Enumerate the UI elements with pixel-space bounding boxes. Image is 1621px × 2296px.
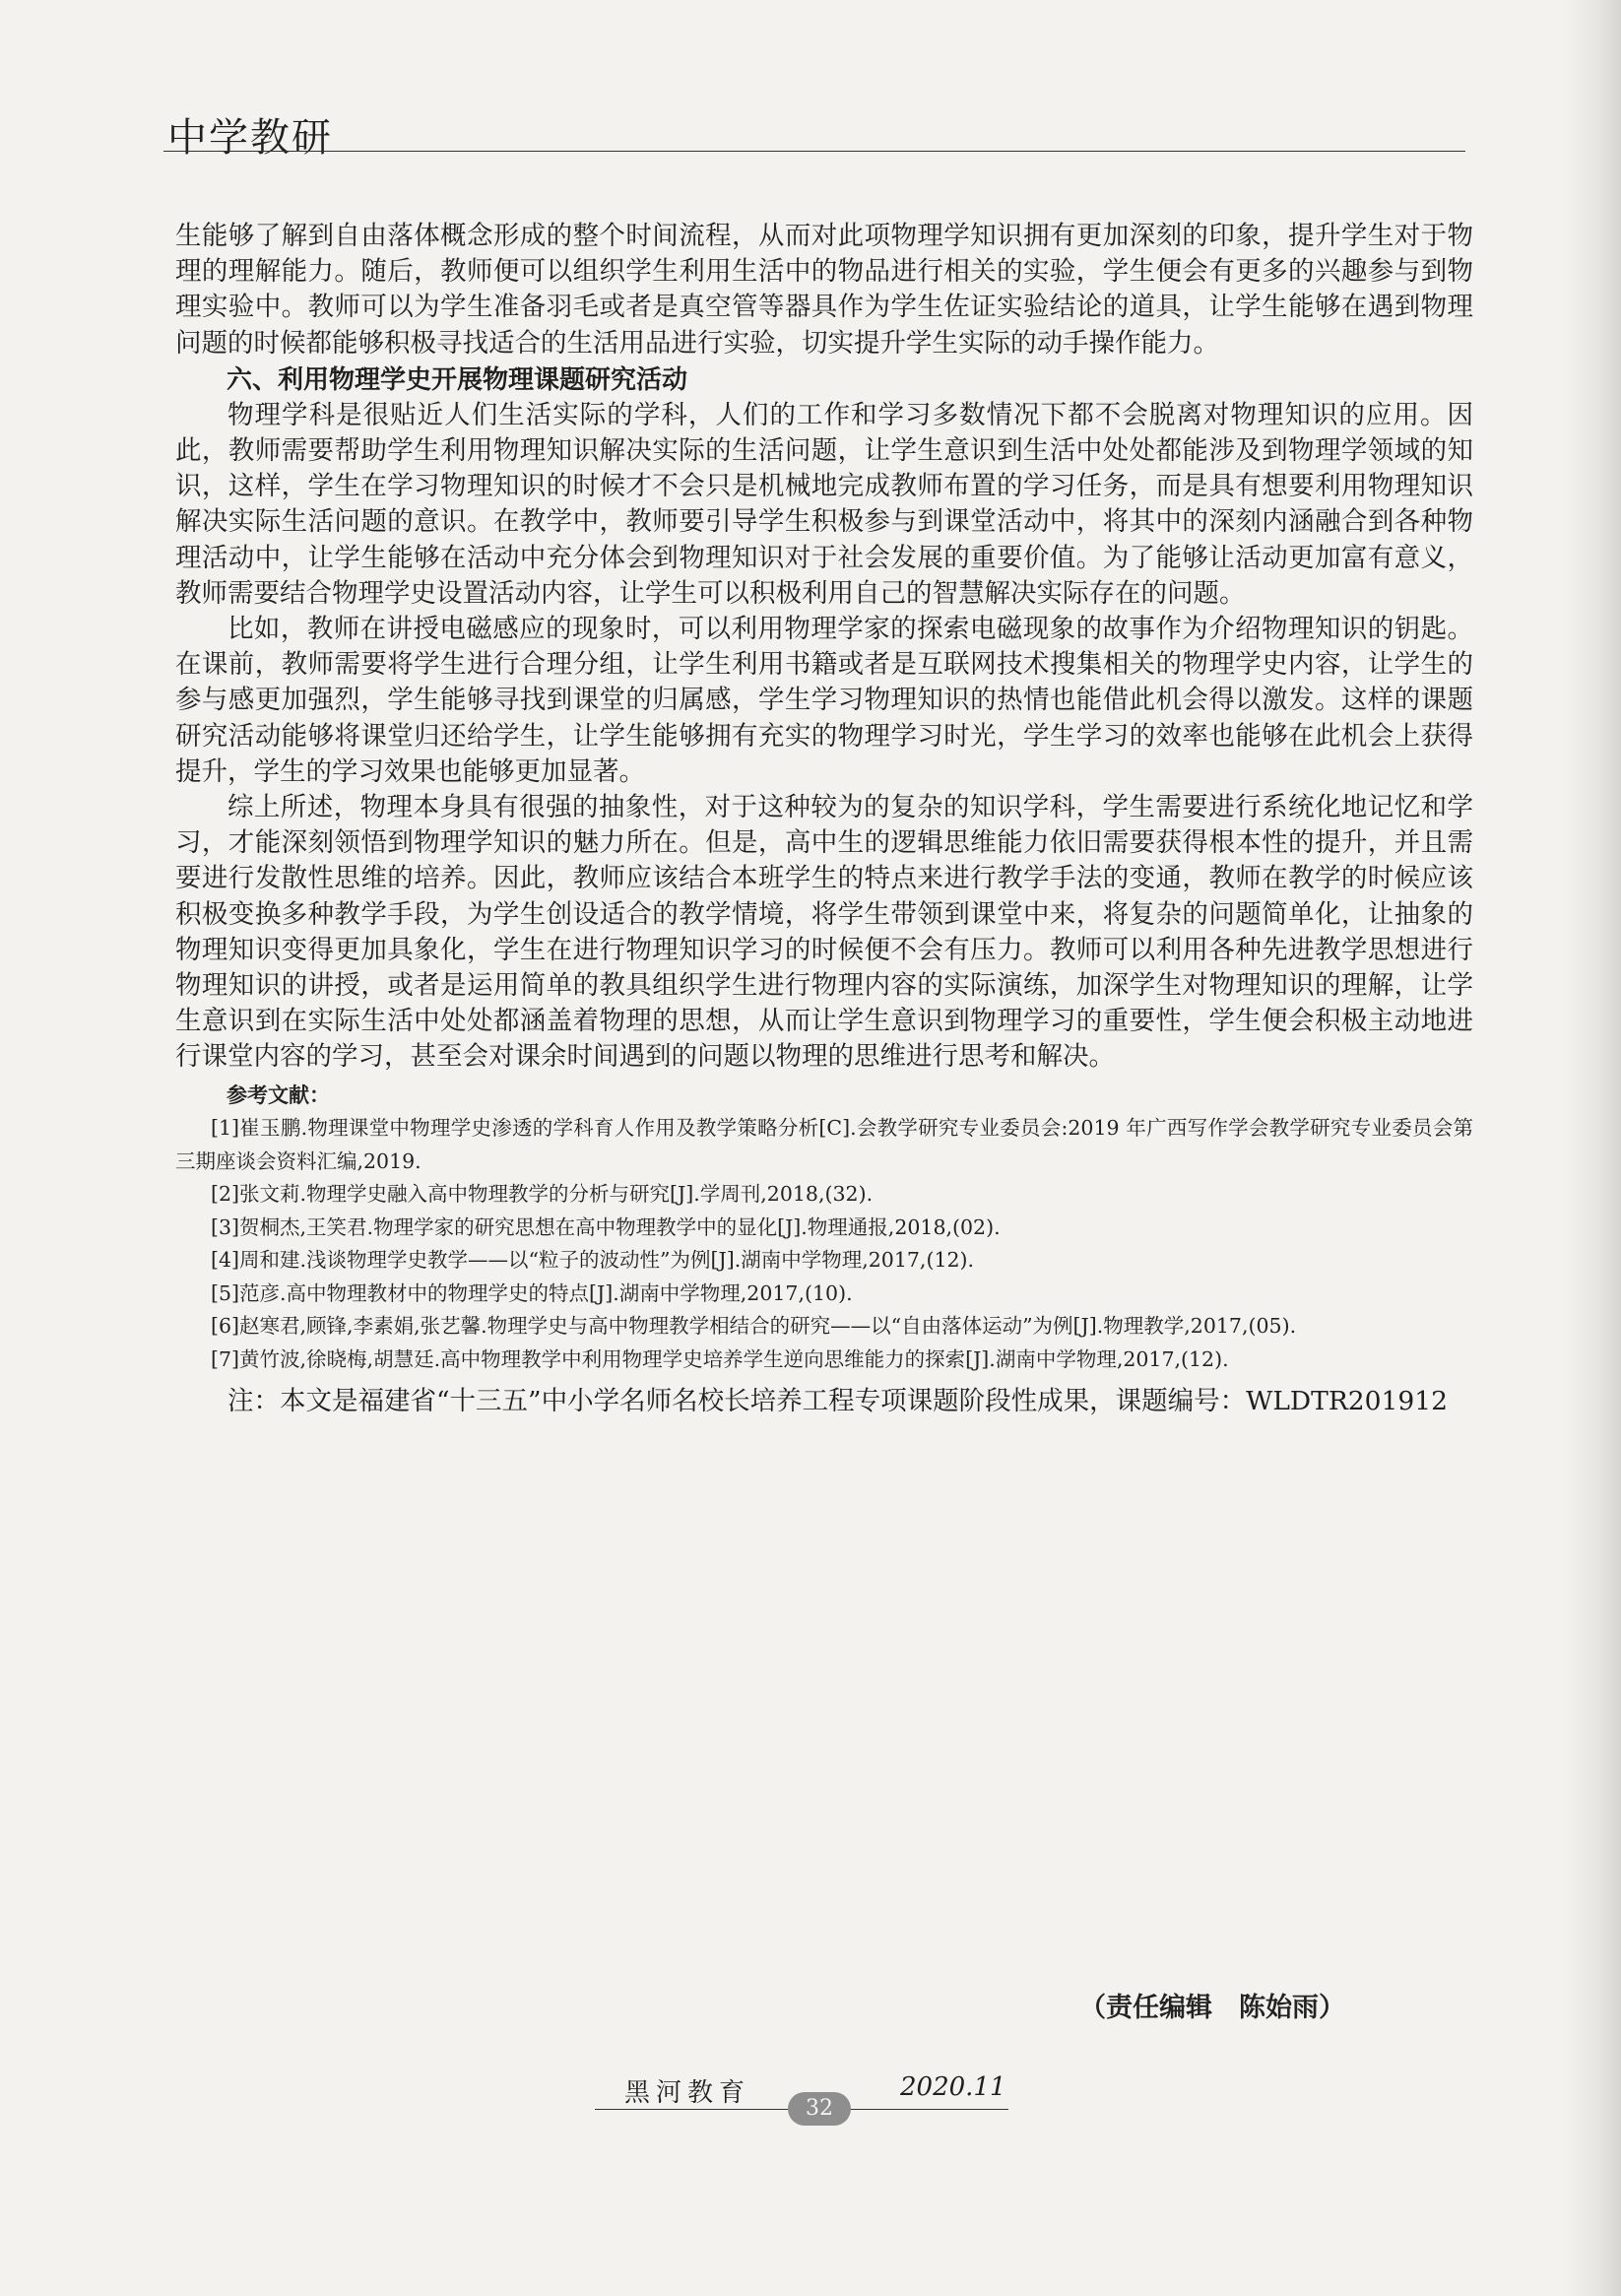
reference-item: [1]崔玉鹏.物理课堂中物理学史渗透的学科育人作用及教学策略分析[C].会教学研究专业委员会:2019 年广西写作学会教学研究专业委员会第三期座谈会资料汇编,2019. [175, 1116, 1473, 1173]
paragraph-1: 物理学科是很贴近人们生活实际的学科，人们的工作和学习多数情况下都不会脱离对物理知识的应用。因此，教师需要帮助学生利用物理知识解决实际的生活问题，让学生意识到生活中处处都能涉及到物理学领域的知识，这样，学生在学习物理知识的时候才不会只是机械地完成教师布置的学习任务，而是具有想要利用物理知识解决实际生活问题的意识。在教学中，教师要引导学生积极参与到课堂活动中，将其中的深刻内涵融合到各种物理活动中，让学生能够在活动中充分体会到物理知识对于社会发展的重要价值。为了能够让活动更加富有意义，教师需要结合物理学史设置活动内容，让学生可以积极利用自己的智慧解决实际存在的问题。 [175, 399, 1473, 609]
page-number: 32 [788, 2092, 851, 2126]
reference-item: [4]周和建.浅谈物理学史教学——以“粒子的波动性”为例[J].湖南中学物理,2017,(12). [211, 1248, 975, 1273]
references-title: 参考文献： [227, 1082, 330, 1107]
issue-date: 2020.11 [900, 2072, 1006, 2102]
paragraph-continued: 生能够了解到自由落体概念形成的整个时间流程，从而对此项物理学知识拥有更加深刻的印象，提升学生对于物理的理解能力。随后，教师便可以组织学生利用生活中的物品进行相关的实验，学生便会有更多的兴趣参与到物理实验中。教师可以为学生准备羽毛或者是真空管等器具作为学生佐证实验结论的道具，让学生能够在遇到物理问题的时候都能够积极寻找适合的生活用品进行实验，切实提升学生实际的动手操作能力。 [175, 221, 1473, 359]
responsible-editor: （责任编辑 陈始雨） [1079, 1993, 1345, 2023]
reference-item: [7]黄竹波,徐晓梅,胡慧廷.高中物理教学中利用物理学史培养学生逆向思维能力的探索[J].湖南中学物理,2017,(12). [211, 1346, 1229, 1371]
reference-item: [2]张文莉.物理学史融入高中物理教学的分析与研究[J].学周刊,2018,(32). [211, 1182, 874, 1207]
header-rule [163, 151, 1465, 152]
page-footer [595, 2072, 1008, 2132]
reference-item: [5]范彦.高中物理教材中的物理学史的特点[J].湖南中学物理,2017,(10). [211, 1280, 853, 1305]
section-heading: 六、利用物理学史开展物理课题研究活动 [227, 364, 688, 395]
running-head: 中学教研 [167, 115, 333, 161]
journal-name: 黑河教育 [624, 2078, 751, 2108]
paragraph-2: 比如，教师在讲授电磁感应的现象时，可以利用物理学家的探索电磁现象的故事作为介绍物理知识的钥匙。在课前，教师需要将学生进行合理分组，让学生利用书籍或者是互联网技术搜集相关的物理学史内容，让学生的参与感更加强烈，学生能够寻找到课堂的归属感，学生学习物理知识的热情也能借此机会得以激发。这样的课题研究活动能够将课堂归还给学生，让学生能够拥有充实的物理学习时光，学生学习的效率也能够在此机会上获得提升，学生的学习效果也能够更加显著。 [175, 614, 1473, 787]
scan-edge-shadow [1562, 0, 1621, 2296]
article-body [175, 219, 1473, 1421]
funding-note: 注：本文是福建省“十三五”中小学名师名校长培养工程专项课题阶段性成果，课题编号：WLDTR201912 [227, 1386, 1448, 1417]
reference-item: [3]贺桐杰,王笑君.物理学家的研究思想在高中物理教学中的显化[J].物理通报,2018,(02). [211, 1214, 1001, 1239]
references [175, 1080, 1473, 1377]
paragraph-3: 综上所述，物理本身具有很强的抽象性，对于这种较为的复杂的知识学科，学生需要进行系统化地记忆和学习，才能深刻领悟到物理学知识的魅力所在。但是，高中生的逻辑思维能力依旧需要获得根本性的提升，并且需要进行发散性思维的培养。因此，教师应该结合本班学生的特点来进行教学手法的变通，教师在教学的时候应该积极变换多种教学手段，为学生创设适合的教学情境，将学生带领到课堂中来，将复杂的问题简单化，让抽象的物理知识变得更加具象化，学生在进行物理知识学习的时候便不会有压力。教师可以利用各种先进教学思想进行物理知识的讲授，或者是运用简单的教具组织学生进行物理内容的实际演练，加深学生对物理知识的理解，让学生意识到在实际生活中处处都涵盖着物理的思想，从而让学生意识到物理学习的重要性，学生便会积极主动地进行课堂内容的学习，甚至会对课余时间遇到的问题以物理的思维进行思考和解决。 [175, 792, 1473, 1073]
reference-item: [6]赵寒君,顾锋,李素娟,张艺馨.物理学史与高中物理教学相结合的研究——以“自由落体运动”为例[J].物理教学,2017,(05). [211, 1314, 1297, 1339]
